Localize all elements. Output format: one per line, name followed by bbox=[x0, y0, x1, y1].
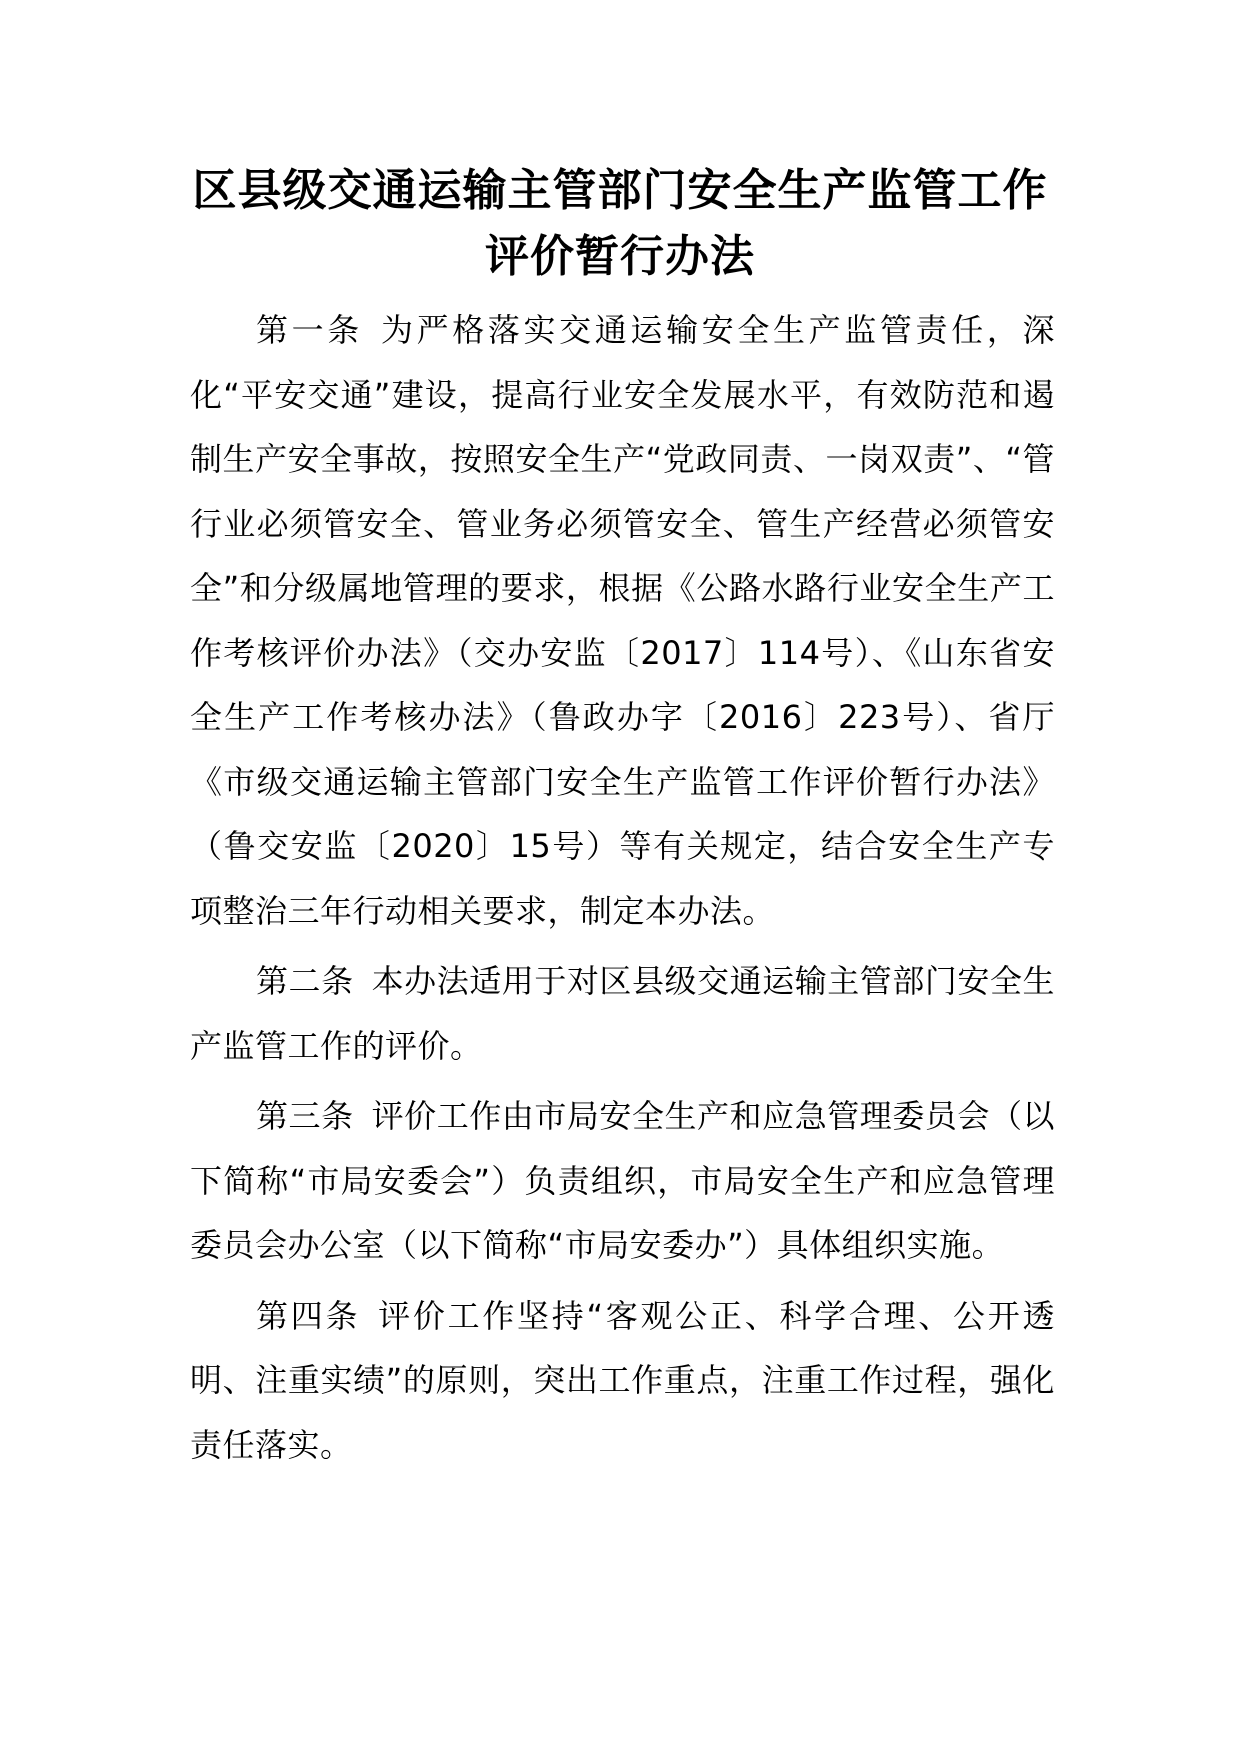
document-title: 区县级交通运输主管部门安全生产监管工作评价暂行办法 bbox=[192, 165, 1048, 282]
article-number: 第一条 bbox=[256, 311, 363, 349]
article-3 bbox=[190, 1084, 1055, 1278]
article-number: 第二条 bbox=[256, 962, 354, 1000]
article-text: 本办法适用于对区县级交通运输主管部门安全生产监管工作的评价。 bbox=[190, 962, 1055, 1065]
article-1 bbox=[190, 298, 1055, 943]
article-text: 评价工作坚持“客观公正、科学合理、公开透明、注重实绩”的原则，突出工作重点，注重工作过程，强化责任落实。 bbox=[190, 1296, 1055, 1464]
article-2 bbox=[190, 949, 1055, 1078]
article-text: 评价工作由市局安全生产和应急管理委员会（以下简称“市局安委会”）负责组织，市局安全生产和应急管理委员会办公室（以下简称“市局安委办”）具体组织实施。 bbox=[190, 1097, 1055, 1264]
document-body bbox=[190, 298, 1055, 1483]
article-4 bbox=[190, 1284, 1055, 1478]
article-number: 第四条 bbox=[256, 1296, 361, 1335]
article-text: 为严格落实交通运输安全生产监管责任，深化“平安交通”建设，提高行业安全发展水平，有效防范和遏制生产安全事故，按照安全生产“党政同责、一岗双责”、“管行业必须管安全、管业务必须管安全、管生产经营必须管安全”和分级属地管理的要求，根据《公路水路行业安全生产工作考核评价办法》（交办安监〔2017〕114号）、《山东省安全生产工作考核办法》（鲁政办字〔2016〕223号）、省厅《市级交通运输主管部门安全生产监管工作评价暂行办法》（鲁交安监〔2020〕15号）等有关规定，结合安全生产专项整治三年行动相关要求，制定本办法。 bbox=[190, 311, 1055, 930]
article-number: 第三条 bbox=[256, 1097, 354, 1135]
